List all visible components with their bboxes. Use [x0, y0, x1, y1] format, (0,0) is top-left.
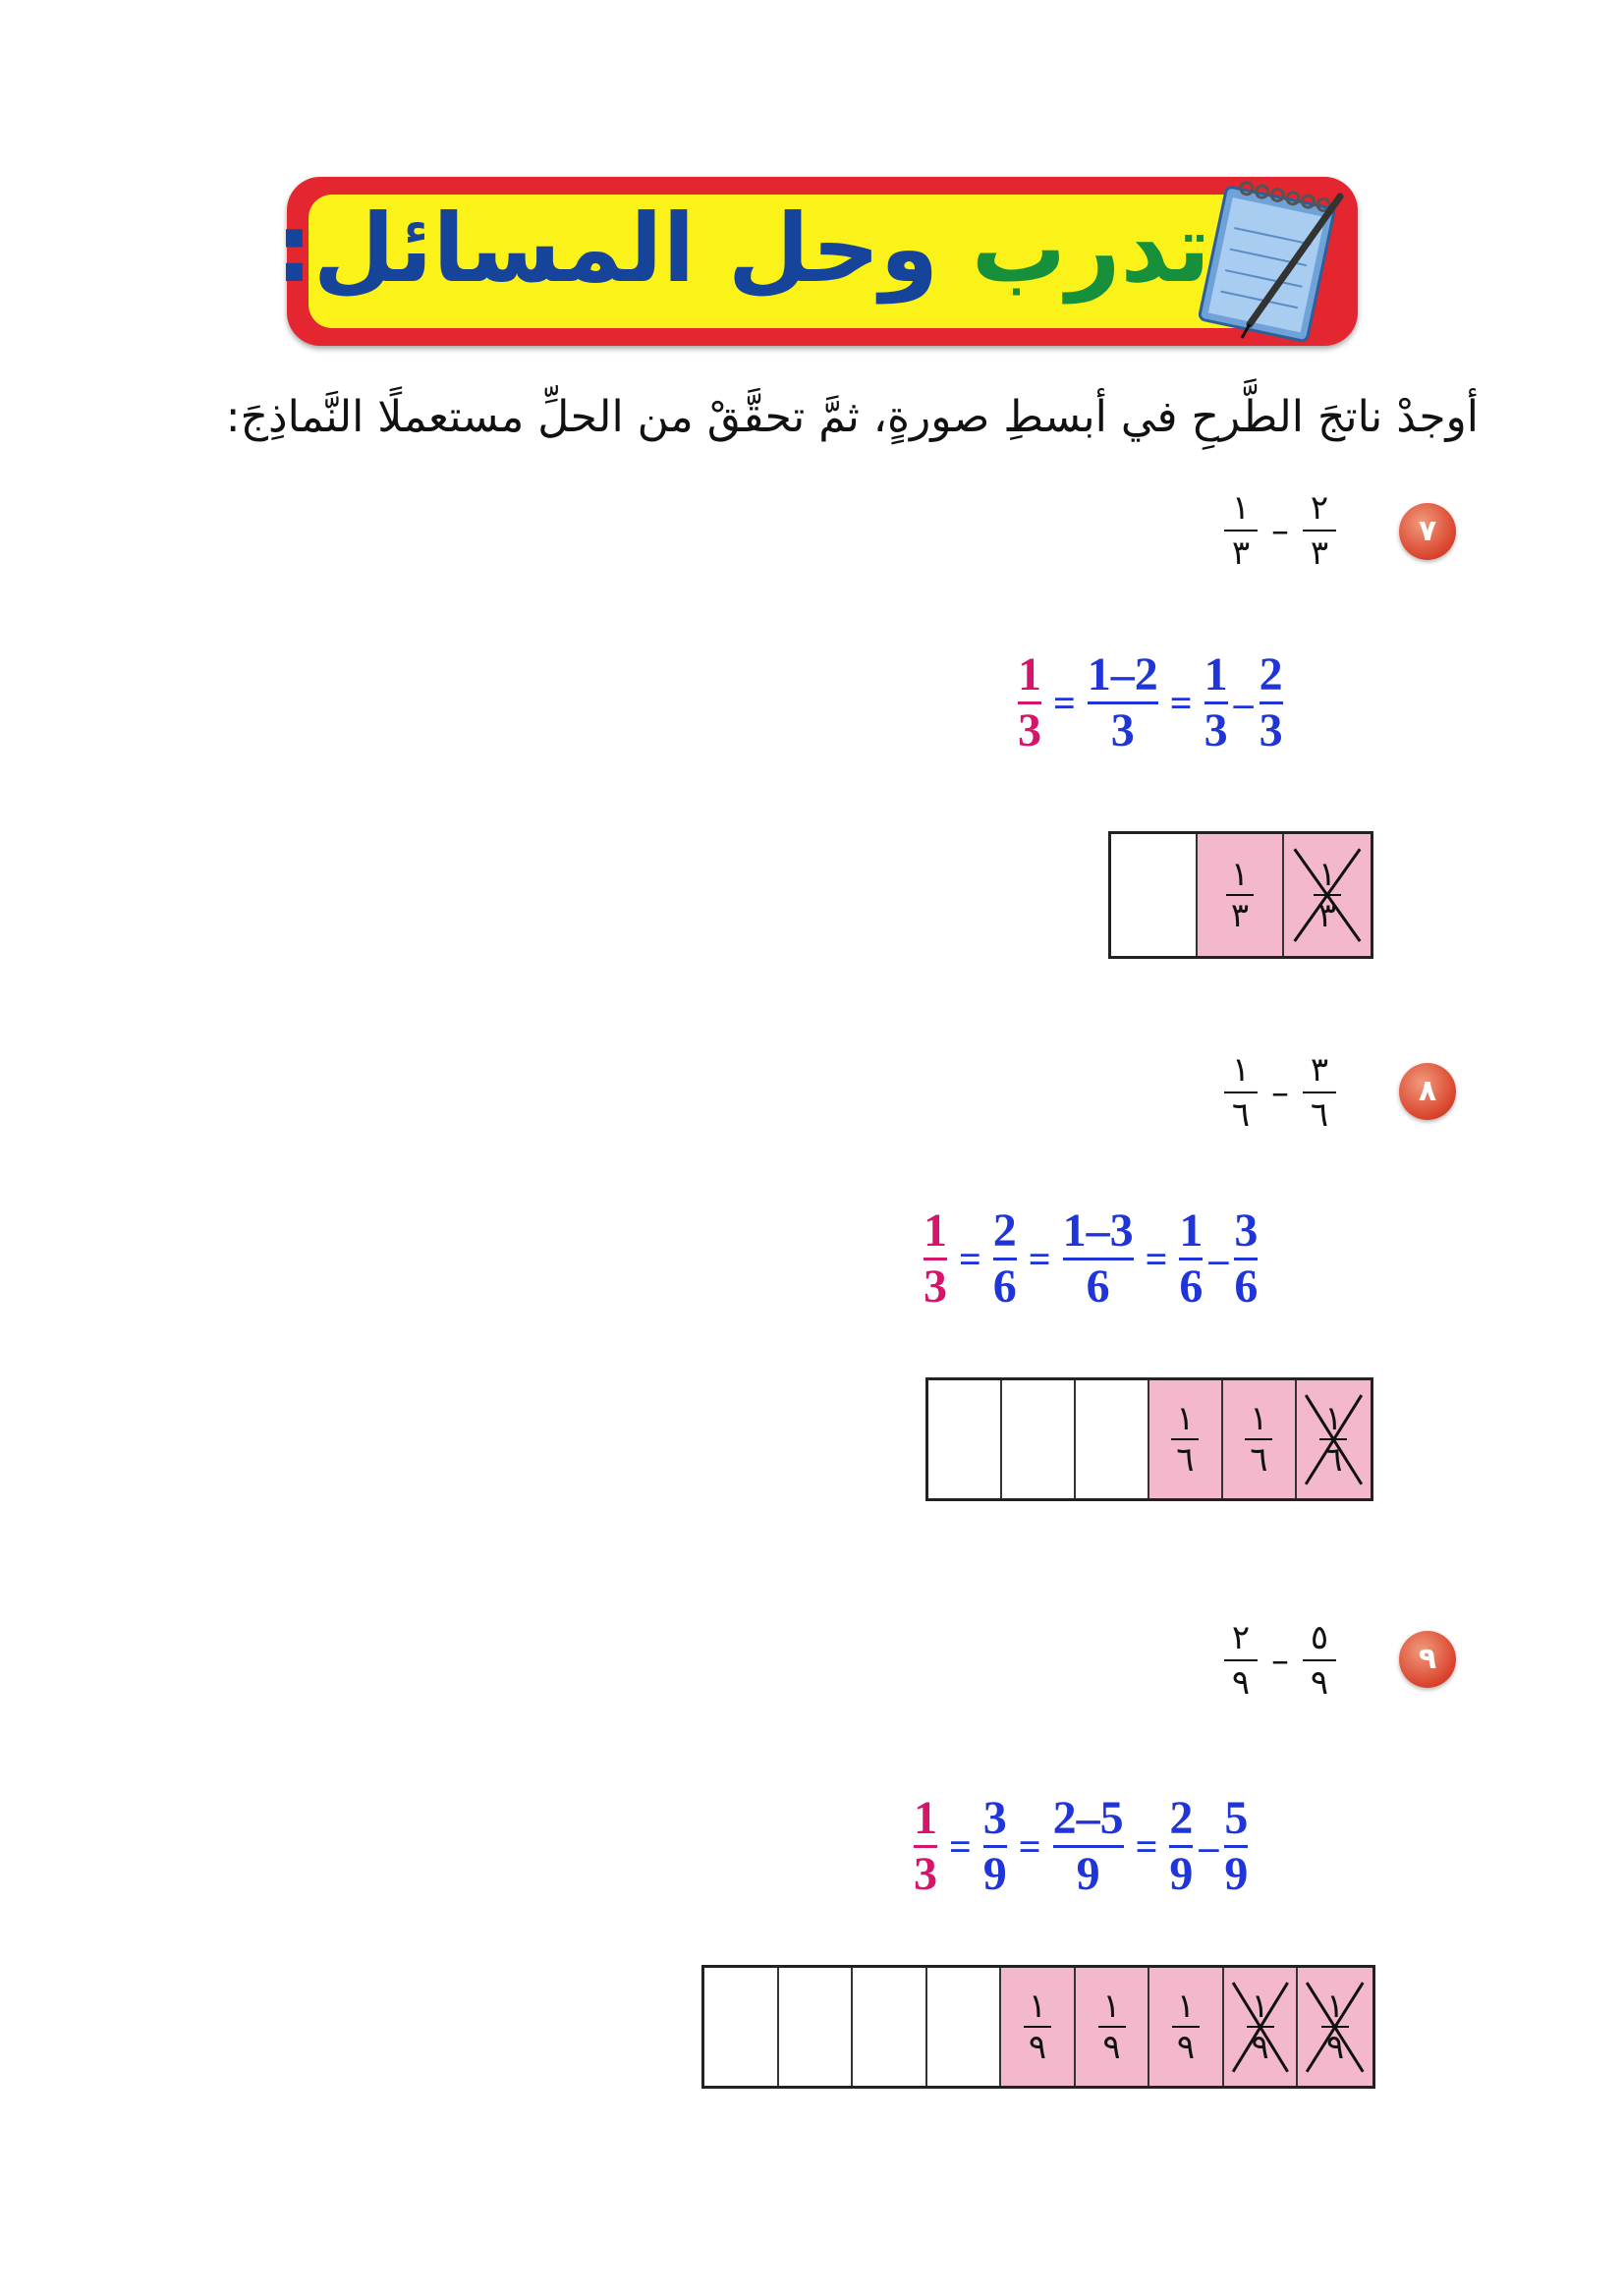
empty-cell: [1076, 1380, 1149, 1498]
crossed-out-cell: [1284, 834, 1371, 956]
working-equation: [1018, 650, 1283, 756]
difference-fraction: $\frac{1-2}{3}$: [1087, 648, 1158, 756]
cell-fraction-denominator: ٩: [1028, 2028, 1047, 2067]
empty-cell: [1111, 834, 1198, 956]
notepad-pen-icon: [1185, 177, 1352, 346]
cross-out-mark: [1304, 1978, 1366, 2077]
fraction-numerator: ١: [1231, 1050, 1251, 1090]
cell-fraction-numerator: ١: [1324, 1399, 1343, 1438]
cell-fraction-label: [1098, 1987, 1126, 2066]
working-equation: [924, 1206, 1258, 1312]
minuend-fraction: $\frac{5}{9}$: [1224, 1792, 1249, 1900]
empty-cell: [927, 1968, 1002, 2086]
section-banner: [275, 177, 1358, 346]
equals-sign: =: [949, 1824, 972, 1869]
fraction-denominator: ٣: [1310, 533, 1329, 573]
problem-fraction-b: [1224, 1050, 1258, 1135]
subtrahend-fraction: $\frac{2}{9}$: [1169, 1792, 1194, 1900]
fraction-denominator: ٦: [1231, 1095, 1251, 1135]
equals-sign: =: [1169, 681, 1193, 725]
problem-fraction-a: [1303, 1618, 1336, 1703]
empty-cell: [779, 1968, 854, 2086]
problem-fraction-b: [1224, 1618, 1258, 1703]
cell-fraction-denominator: ٩: [1102, 2028, 1121, 2067]
cell-fraction-denominator: ٦: [1324, 1440, 1343, 1480]
problem-expression: [1224, 481, 1336, 580]
minus-sign: –: [1233, 681, 1254, 725]
problem-number-badge: ٩: [1399, 1631, 1456, 1688]
crossed-out-cell: [1297, 1380, 1371, 1498]
cell-fraction-label: [1226, 856, 1254, 934]
problem-fraction-a: [1303, 1050, 1336, 1135]
shaded-cell: [1001, 1968, 1076, 2086]
fraction-strip-model: [925, 1377, 1373, 1501]
cell-fraction-denominator: ٦: [1176, 1440, 1195, 1480]
problem-expression: [1224, 1611, 1336, 1709]
difference-fraction: $\frac{1-3}{6}$: [1062, 1204, 1134, 1313]
cell-fraction-numerator: ١: [1317, 855, 1337, 894]
cell-fraction-denominator: ٣: [1230, 896, 1250, 935]
result-fraction: $\frac{1}{3}$: [914, 1792, 937, 1900]
crossed-out-cell: [1298, 1968, 1372, 2086]
equals-sign: =: [1018, 1824, 1041, 1869]
cell-fraction-numerator: ١: [1102, 1987, 1121, 2026]
cell-fraction-denominator: ٦: [1250, 1440, 1268, 1480]
minus-sign: –: [1208, 1237, 1229, 1281]
minus-sign: –: [1199, 1824, 1219, 1869]
empty-cell: [853, 1968, 927, 2086]
shaded-cell: [1223, 1380, 1297, 1498]
equals-sign: =: [1145, 1237, 1168, 1281]
fraction-strip-model: [701, 1965, 1375, 2089]
cell-fraction-numerator: ١: [1250, 1399, 1268, 1438]
cell-fraction-denominator: ٩: [1326, 2028, 1345, 2067]
instruction-text: أوجدْ ناتجَ الطَّرحِ في أبسطِ صورةٍ، ثمَّ تحقَّقْ من الحلِّ مستعملًا النَّماذِجَ:: [225, 392, 1479, 442]
cell-fraction-label: [1171, 1400, 1199, 1479]
shaded-cell: [1149, 1380, 1223, 1498]
minuend-fraction: $\frac{3}{6}$: [1234, 1204, 1259, 1313]
cross-out-mark: [1230, 1978, 1291, 2077]
empty-cell: [704, 1968, 779, 2086]
problem-expression: [1224, 1043, 1336, 1142]
fraction-numerator: ٢: [1310, 488, 1329, 528]
problem-fraction-a: [1303, 488, 1336, 573]
result-fraction: $\frac{1}{3}$: [1018, 648, 1041, 756]
crossed-out-cell: [1224, 1968, 1299, 2086]
cell-fraction-denominator: ٩: [1251, 2028, 1269, 2067]
cell-fraction-denominator: ٩: [1176, 2028, 1196, 2067]
fraction-denominator: ٦: [1310, 1095, 1329, 1135]
equals-sign: =: [1053, 681, 1076, 725]
fraction-denominator: ٩: [1231, 1663, 1251, 1703]
minus-sign: –: [1271, 1072, 1289, 1113]
shaded-cell: [1076, 1968, 1150, 2086]
cell-fraction-denominator: ٣: [1317, 896, 1337, 935]
fraction-numerator: ٢: [1231, 1618, 1251, 1657]
banner-title-green: تدرب: [971, 194, 1210, 304]
simplified-step-fraction: $\frac{2}{6}$: [992, 1204, 1017, 1313]
cross-out-mark: [1303, 1390, 1365, 1489]
subtrahend-fraction: $\frac{1}{3}$: [1204, 648, 1228, 756]
minus-sign: –: [1271, 1640, 1289, 1681]
equals-sign: =: [1028, 1237, 1051, 1281]
cell-fraction-label: [1245, 1400, 1272, 1479]
problem-fraction-b: [1224, 488, 1258, 573]
cell-fraction-label: [1024, 1987, 1051, 2066]
cell-fraction-numerator: ١: [1176, 1399, 1195, 1438]
problem-number-badge: ٨: [1399, 1063, 1456, 1120]
equals-sign: =: [1135, 1824, 1158, 1869]
result-fraction: $\frac{1}{3}$: [924, 1204, 947, 1313]
empty-cell: [1002, 1380, 1076, 1498]
fraction-numerator: ١: [1231, 488, 1251, 528]
minuend-fraction: $\frac{2}{3}$: [1259, 648, 1283, 756]
cell-fraction-numerator: ١: [1028, 1987, 1047, 2026]
fraction-strip-model: [1108, 831, 1373, 959]
cell-fraction-label: [1172, 1987, 1200, 2066]
cell-fraction-numerator: ١: [1326, 1987, 1345, 2026]
fraction-numerator: ٣: [1310, 1050, 1329, 1090]
fraction-denominator: ٣: [1231, 533, 1251, 573]
equals-sign: =: [959, 1237, 981, 1281]
shaded-cell: [1198, 834, 1284, 956]
banner-title-blue: وحل المسائل:: [275, 194, 939, 304]
problem-number-badge: ٧: [1399, 503, 1456, 560]
fraction-denominator: ٩: [1310, 1663, 1329, 1703]
banner-title: [275, 194, 1210, 304]
difference-fraction: $\frac{2-5}{9}$: [1052, 1792, 1124, 1900]
shaded-cell: [1149, 1968, 1224, 2086]
fraction-numerator: ٥: [1310, 1618, 1329, 1657]
cross-out-mark: [1291, 844, 1364, 946]
simplified-step-fraction: $\frac{3}{9}$: [982, 1792, 1007, 1900]
cell-fraction-numerator: ١: [1230, 855, 1250, 894]
cell-fraction-numerator: ١: [1176, 1987, 1196, 2026]
working-equation: [914, 1794, 1248, 1899]
minus-sign: –: [1271, 510, 1289, 551]
subtrahend-fraction: $\frac{1}{6}$: [1179, 1204, 1204, 1313]
cell-fraction-numerator: ١: [1251, 1987, 1269, 2026]
empty-cell: [928, 1380, 1002, 1498]
